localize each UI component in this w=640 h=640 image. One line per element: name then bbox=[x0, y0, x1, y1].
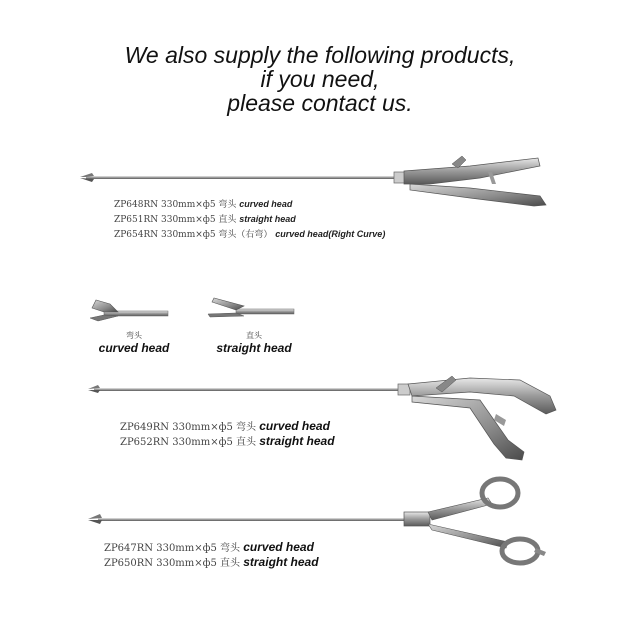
tip-curved-head bbox=[90, 300, 168, 321]
heading-line-1: We also supply the following products, bbox=[124, 42, 516, 68]
heading-line-2: if you need, bbox=[260, 66, 380, 92]
instrument-3-upper-ring bbox=[482, 479, 518, 507]
group1-row-3 bbox=[114, 227, 385, 240]
tip-curved-cn: 弯头 bbox=[126, 331, 142, 340]
instrument-1-lower-handle bbox=[410, 184, 546, 206]
instrument-3-lower-ring bbox=[502, 539, 538, 563]
group1-row-3-code: ZP654RN 330mm×ф5 弯头（右弯） bbox=[114, 230, 273, 240]
group3-row-1-code: ZP647RN 330mm×ф5 弯头 bbox=[104, 543, 241, 554]
instrument-3-lower-arm bbox=[428, 524, 508, 548]
group3-row-1 bbox=[104, 539, 314, 554]
group2-row-2-en: straight head bbox=[259, 434, 335, 448]
group3-row-2-code: ZP650RN 330mm×ф5 直头 bbox=[104, 558, 241, 569]
group1-row-2-en: straight head bbox=[239, 214, 296, 224]
heading-line-3: please contact us. bbox=[227, 90, 413, 116]
instrument-3-shaft bbox=[98, 518, 408, 521]
group2-row-1 bbox=[120, 418, 330, 433]
group3-row-2 bbox=[104, 554, 319, 569]
tip-straight-cn: 直头 bbox=[246, 331, 262, 340]
group2-row-2 bbox=[120, 433, 335, 448]
instrument-2-shaft bbox=[94, 388, 400, 391]
group1-row-2-code: ZP651RN 330mm×ф5 直头 bbox=[114, 215, 237, 225]
group2-row-1-en: curved head bbox=[259, 419, 330, 433]
instrument-1-upper-handle bbox=[404, 158, 540, 184]
group2-row-1-code: ZP649RN 330mm×ф5 弯头 bbox=[120, 422, 257, 433]
tip-curved-en: curved head bbox=[98, 341, 170, 355]
group1-row-1 bbox=[114, 197, 292, 210]
group1-row-3-en: curved head(Right Curve) bbox=[275, 229, 386, 239]
instrument-1-shaft bbox=[86, 176, 396, 179]
group2-row-2-code: ZP652RN 330mm×ф5 直头 bbox=[120, 437, 257, 448]
tip-straight-en: straight head bbox=[216, 341, 292, 355]
group1-row-1-en: curved head bbox=[239, 199, 293, 209]
group1-row-2 bbox=[114, 212, 296, 225]
tip-straight-head bbox=[208, 298, 294, 317]
group3-row-1-en: curved head bbox=[243, 540, 314, 554]
group3-row-2-en: straight head bbox=[243, 555, 319, 569]
group1-row-1-code: ZP648RN 330mm×ф5 弯头 bbox=[114, 200, 237, 210]
instrument-2-lower-handle bbox=[412, 396, 524, 460]
